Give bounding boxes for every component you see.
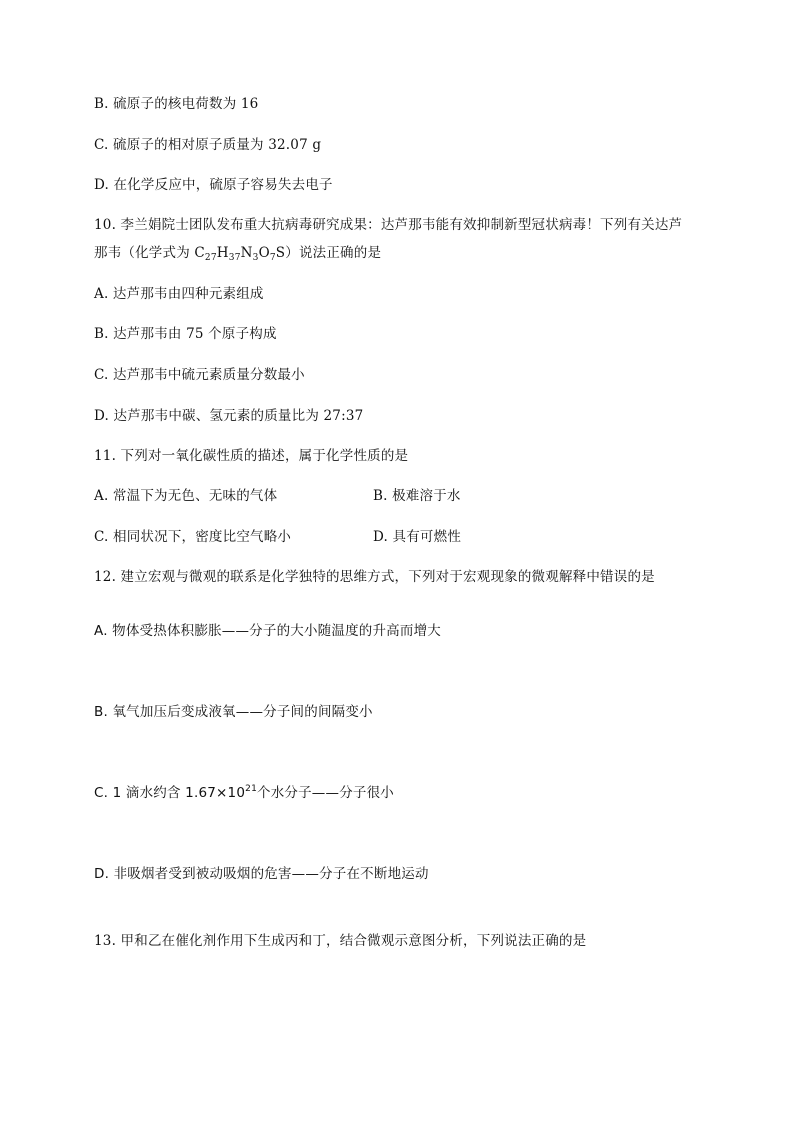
formula-s: S — [275, 245, 286, 261]
q12-option-c-prefix: C. 1 滴水约含 1.67×10 — [94, 785, 246, 801]
q11-stem: 11. 下列对一氧化碳性质的描述，属于化学性质的是 — [94, 448, 409, 464]
q12-option-c-suffix: 个水分子——分子很小 — [257, 785, 394, 801]
q13-stem: 13. 甲和乙在催化剂作用下生成丙和丁，结合微观示意图分析，下列说法正确的是 — [94, 933, 587, 949]
q11-option-d: D. 具有可燃性 — [373, 529, 462, 545]
formula-sub-h: 37 — [228, 253, 241, 263]
q10-option-a: A. 达芦那韦由四种元素组成 — [94, 286, 264, 302]
q9-option-b: B. 硫原子的核电荷数为 16 — [94, 96, 259, 112]
q10-option-c: C. 达芦那韦中硫元素质量分数最小 — [94, 367, 305, 383]
q11-option-a: A. 常温下为无色、无味的气体 — [94, 488, 278, 504]
q10-stem-suffix: ）说法正确的是 — [285, 245, 382, 261]
q12-option-a: A. 物体受热体积膨胀——分子的大小随温度的升高而增大 — [94, 623, 441, 639]
formula-n: N — [240, 245, 253, 261]
q10-option-d: D. 达芦那韦中碳、氢元素的质量比为 27:37 — [94, 408, 364, 424]
q11-option-c: C. 相同状况下，密度比空气略小 — [94, 529, 292, 545]
exponent: 21 — [245, 784, 257, 794]
formula-o: O — [258, 245, 270, 261]
q10-stem-line2 — [94, 243, 381, 263]
q10-option-b: B. 达芦那韦由 75 个原子构成 — [94, 326, 277, 342]
q12-option-c — [94, 783, 394, 803]
q12-stem: 12. 建立宏观与微观的联系是化学独特的思维方式，下列对于宏观现象的微观解释中错误的是 — [94, 569, 655, 585]
q10-stem-prefix: 那韦（化学式为 C — [94, 245, 205, 261]
q12-option-d: D. 非吸烟者受到被动吸烟的危害——分子在不断地运动 — [94, 866, 429, 882]
q9-option-d: D. 在化学反应中，硫原子容易失去电子 — [94, 177, 333, 193]
formula-sub-o: 7 — [269, 253, 276, 263]
q9-option-c: C. 硫原子的相对原子质量为 32.07 g — [94, 137, 322, 153]
formula-sub-n: 3 — [252, 253, 259, 263]
q11-option-b: B. 极难溶于水 — [373, 488, 461, 504]
formula-h: H — [216, 245, 229, 261]
q12-option-b: B. 氧气加压后变成液氧——分子间的间隔变小 — [94, 704, 373, 720]
q10-stem-line1: 10. 李兰娟院士团队发布重大抗病毒研究成果：达芦那韦能有效抑制新型冠状病毒！下列有关达芦 — [94, 217, 683, 233]
formula-sub-c: 27 — [204, 253, 217, 263]
